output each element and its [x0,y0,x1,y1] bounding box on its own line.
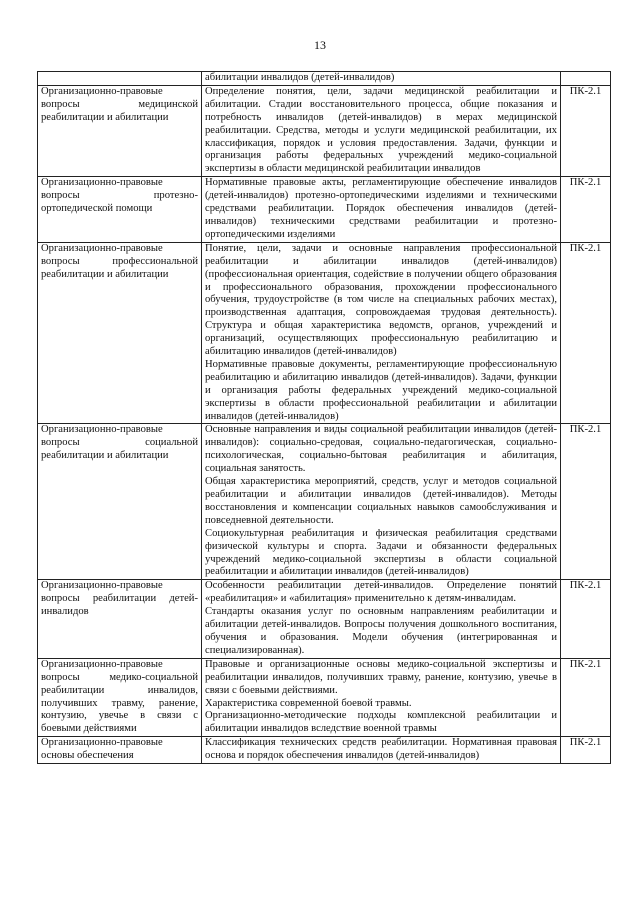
content-paragraph: Общая характеристика мероприятий, средств, услуг и методов социальной реабилитации и абилитации инвалидов (детей-инвалидов). Методы восстановления и компенсации социальных навыков самообслуживания и повседневной деятельности. [205,476,557,526]
page-number: 13 [314,38,326,52]
content-paragraph: абилитации инвалидов (детей-инвалидов) [205,72,395,83]
content-paragraph: Понятие, цели, задачи и основные направления профессиональной реабилитации и абилитации инвалидов (детей-инвалидов) (профессиональная ориентация, содействие в получении общего образования и профессионального образования, прохождении профессионального обучения, трудоустройстве (в том числе на специальных рабочих местах), производственная адаптация, сопровождаемая трудовая деятельность). Структура и общая характеристика ведомств, органов, учреждений и организаций, осуществляющих профессиональную реабилитацию и абилитацию инвалидов (детей-инвалидов) [205,242,557,358]
content-cell [202,737,561,764]
table-row [38,424,611,580]
content-cell [202,580,561,658]
competence-code: ПК-2.1 [561,737,611,764]
topic-cell: Организационно-правовые вопросы профессиональной реабилитации и абилитации [38,242,202,424]
content-cell [202,177,561,243]
competence-code: ПК-2.1 [561,242,611,424]
table-row [38,72,611,86]
topic-cell: Организационно-правовые вопросы протезно-ортопедической помощи [38,177,202,243]
topic-cell: Организационно-правовые вопросы социальной реабилитации и абилитации [38,424,202,580]
table-row [38,737,611,764]
topic-cell: Организационно-правовые вопросы медико-социальной реабилитации инвалидов, получивших травму, ранение, контузию, увечье в связи с боевыми действиями [38,658,202,736]
content-cell [202,658,561,736]
topic-cell: Организационно-правовые основы обеспечения [38,737,202,764]
content-paragraph: Основные направления и виды социальной реабилитации инвалидов (детей-инвалидов): социально-средовая, социально-педагогическая, социально-психологическая, социально-бытовая реабилитация и абилитация, социальная занятость. [205,424,557,475]
competence-code [561,72,611,86]
content-paragraph: Нормативные правовые документы, регламентирующие профессиональную реабилитацию и абилитацию инвалидов (детей-инвалидов). Задачи, функции и организация работы федеральных учреждений медико-социальной экспертизы в области профессиональной реабилитации и абилитации инвалидов (детей-инвалидов) [205,358,557,422]
content-cell [202,242,561,424]
content-paragraph: Характеристика современной боевой травмы. [205,697,412,709]
content-paragraph: Социокультурная реабилитация и физическая реабилитация средствами физической культуры и спорта. Задачи и обязанности федеральных учреждений медико-социальной экспертизы в области социальной реабилитации и абилитации инвалидов (детей-инвалидов) [205,527,557,578]
content-cell [202,424,561,580]
competence-code: ПК-2.1 [561,424,611,580]
content-paragraph: Определение понятия, цели, задачи медицинской реабилитации и абилитации. Стадии восстановительного процесса, общие показания и потребность инвалидов (детей-инвалидов) в мерах медицинской реабилитации. Средства, методы и услуги медицинской реабилитации, их классификация, порядок и условия предоставления. Задачи, функции и организация работы федеральных учреждений медико-социальной экспертизы в области медицинской реабилитации инвалидов [205,85,557,175]
table-row [38,85,611,176]
competence-code: ПК-2.1 [561,177,611,243]
table-row [38,580,611,658]
topic-cell [38,72,202,86]
content-paragraph: Особенности реабилитации детей-инвалидов. Определение понятий «реабилитация» и «абилитация» применительно к детям-инвалидам. [205,580,557,605]
content-paragraph: Нормативные правовые акты, регламентирующие обеспечение инвалидов (детей-инвалидов) протезно-ортопедическими изделиями и техническими средствами реабилитации. Порядок обеспечения инвалидов (детей-инвалидов) техническими средствами реабилитации и протезно-ортопедическими изделиями [205,177,557,240]
curriculum-table [37,71,611,764]
content-cell [202,85,561,176]
table-row [38,658,611,736]
competence-code: ПК-2.1 [561,658,611,736]
content-paragraph: Стандарты оказания услуг по основным направлениям реабилитации и абилитации детей-инвалидов. Вопросы получения дошкольного воспитания, обучения и образования. Модели обучения (интегрированная и специализированная). [205,606,557,656]
content-paragraph: Классификация технических средств реабилитации. Нормативная правовая основа и порядок обеспечения инвалидов (детей-инвалидов) [205,737,557,762]
table-row [38,177,611,243]
topic-cell: Организационно-правовые вопросы реабилитации детей-инвалидов [38,580,202,658]
content-paragraph: Организационно-методические подходы комплексной реабилитации и абилитации инвалидов вследствие военной травмы [205,710,557,735]
content-paragraph: Правовые и организационные основы медико-социальной экспертизы и реабилитации инвалидов, получивших травму, ранение, контузию, увечье в связи с боевыми действиями. [205,658,557,696]
competence-code: ПК-2.1 [561,580,611,658]
table-row [38,242,611,424]
competence-code: ПК-2.1 [561,85,611,176]
content-cell [202,72,561,86]
topic-cell: Организационно-правовые вопросы медицинской реабилитации и абилитации [38,85,202,176]
